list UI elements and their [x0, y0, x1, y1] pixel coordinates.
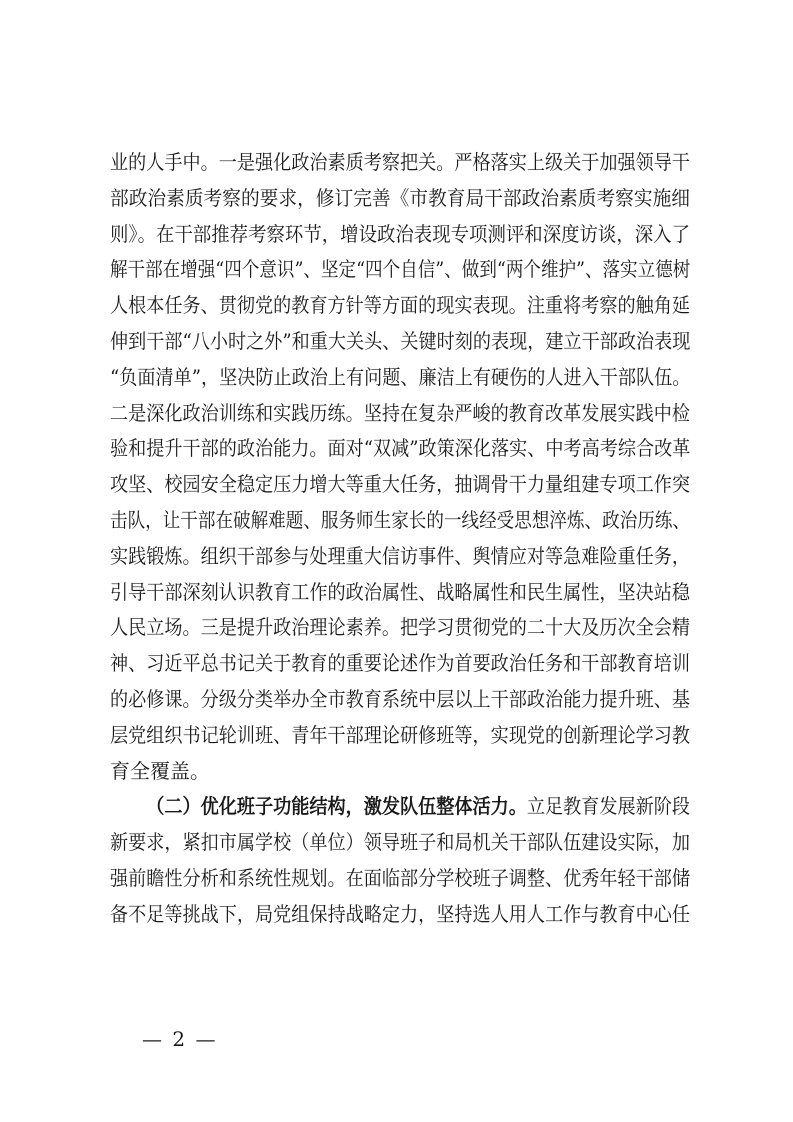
text-line: 则》。在干部推荐考察环节，增设政治表现专项测评和深度访谈，深入了 [110, 221, 690, 246]
text-line: 育全覆盖。 [110, 758, 210, 783]
text-line: 二是深化政治训练和实践历练。坚持在复杂严峻的教育改革发展实践中检 [110, 400, 690, 425]
text-line: 引导干部深刻认识教育工作的政治属性、战略属性和民生属性，坚决站稳 [110, 579, 690, 604]
text-line: “负面清单”，坚决防止政治上有问题、廉洁上有硬伤的人进入干部队伍。 [110, 364, 691, 389]
text-line: 人根本任务、贯彻党的教育方针等方面的现实表现。注重将考察的触角延 [110, 293, 690, 318]
text-fragment: 立足教育发展新阶段 [526, 794, 690, 819]
text-line: 击队，让干部在破解难题、服务师生家长的一线经受思想淬炼、政治历练、 [110, 507, 690, 532]
text-line: 部政治素质考察的要求，修订完善《市教育局干部政治素质考察实施细 [110, 185, 690, 210]
text-line: 层党组织书记轮训班、青年干部理论研修班等，实现党的创新理论学习教 [110, 722, 690, 747]
text-line: 强前瞻性分析和系统性规划。在面临部分学校班子调整、优秀年轻干部储 [110, 865, 690, 890]
text-line: 业的人手中。一是强化政治素质考察把关。严格落实上级关于加强领导干 [110, 150, 690, 174]
text-line: 攻坚、校园安全稳定压力增大等重大任务，抽调骨干力量组建专项工作突 [110, 472, 690, 497]
text-line: 备不足等挑战下，局党组保持战略定力，坚持选人用人工作与教育中心任 [110, 901, 690, 926]
text-line: 新要求，紧扣市属学校（单位）领导班子和局机关干部队伍建设实际，加 [110, 830, 690, 855]
text-line: 解干部在增强“四个意识”、坚定“四个自信”、做到“两个维护”、落实立德树 [110, 257, 691, 282]
text-line: 人民立场。三是提升政治理论素养。把学习贯彻党的二十大及历次全会精 [110, 615, 690, 640]
text-line: 伸到干部“八小时之外”和重大关头、关键时刻的表现，建立干部政治表现 [110, 328, 691, 353]
text-line: 实践锻炼。组织干部参与处理重大信访事件、舆情应对等急难险重任务， [110, 543, 690, 568]
section-heading: （二）优化班子功能结构，激发队伍整体活力。 [146, 794, 527, 819]
text-line: 验和提升干部的政治能力。面对“双减”政策深化落实、中考高考综合改革 [110, 436, 691, 461]
body-text [110, 145, 690, 933]
page-number: — 2 — [142, 1027, 218, 1051]
text-line: 的必修课。分级分类举办全市教育系统中层以上干部政治能力提升班、基 [110, 686, 690, 711]
text-line: 神、习近平总书记关于教育的重要论述作为首要政治任务和干部教育培训 [110, 651, 690, 676]
section-heading-line [110, 789, 690, 825]
